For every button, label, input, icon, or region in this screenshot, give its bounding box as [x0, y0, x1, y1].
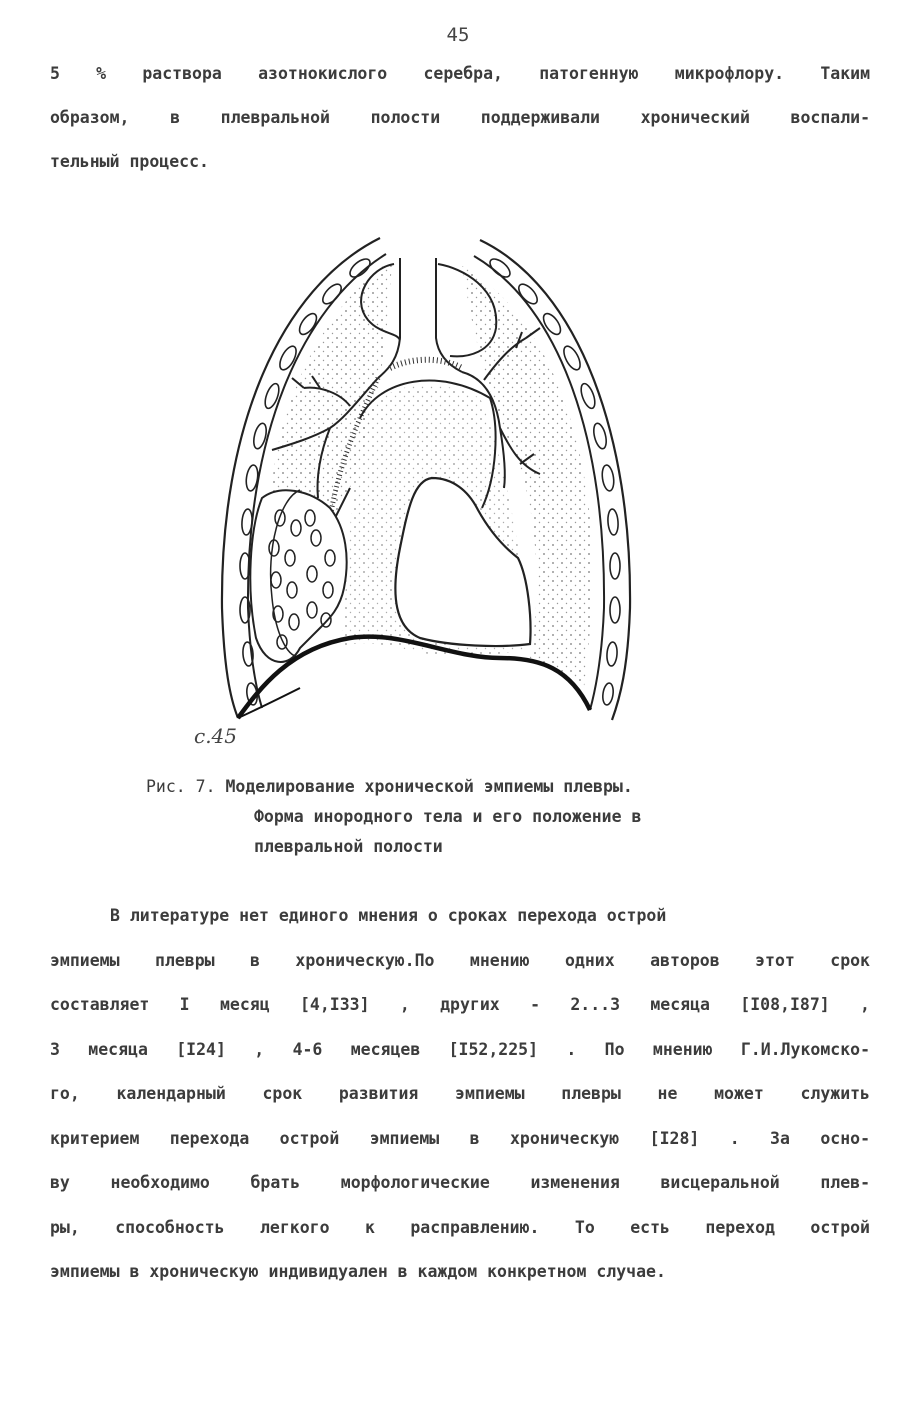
- caption-line: плевральной полости: [254, 837, 443, 856]
- text-line: ры, способность легкого к расправлению. То есть переход острой: [50, 1217, 870, 1237]
- top-paragraph: [50, 52, 870, 184]
- text-line: ву необходимо брать морфологические изменения висцеральной плев-: [50, 1173, 870, 1192]
- handwritten-page-label: с.45: [194, 724, 238, 748]
- text-line: эмпиемы плевры в хроническую.По мнению одних авторов этот срок: [50, 950, 870, 970]
- figure-caption: [146, 772, 826, 862]
- text-line: 3 месяца [I24] , 4-6 месяцев [I52,225] . По мнению Г.И.Лукомско-: [50, 1039, 870, 1059]
- heart: [395, 478, 530, 646]
- page-number: 45: [446, 24, 470, 46]
- trachea-right: [436, 258, 462, 372]
- text-line: образом, в плевральной полости поддерживали хронический воспали-: [50, 108, 870, 127]
- caption-text: Моделирование хронической эмпиемы плевры.: [225, 777, 633, 796]
- text-line: тельный процесс.: [50, 152, 209, 171]
- main-paragraph: [50, 894, 870, 1295]
- text-line: 5 % раствора азотнокислого серебра, патогенную микрофлору. Таким: [50, 64, 870, 83]
- aortic-arch-hatched: [390, 360, 462, 368]
- caption-line: Форма инородного тела и его положение в: [254, 807, 642, 826]
- text-line: го, календарный срок развития эмпиемы плевры не может служить: [50, 1084, 870, 1103]
- caption-prefix: Рис. 7.: [146, 777, 216, 796]
- thorax-illustration: [200, 228, 660, 768]
- text-line: эмпиемы в хроническую индивидуален в каждом конкретном случае.: [50, 1262, 666, 1281]
- text-line: составляет I месяц [4,I33] , других - 2...3 месяца [I08,I87] ,: [50, 995, 870, 1014]
- caption-line: [146, 772, 826, 802]
- foreign-body-sponge: [250, 490, 346, 662]
- text-line: критерием перехода острой эмпиемы в хроническую [I28] . За осно-: [50, 1128, 870, 1148]
- text-line: В литературе нет единого мнения о сроках перехода острой: [110, 906, 667, 925]
